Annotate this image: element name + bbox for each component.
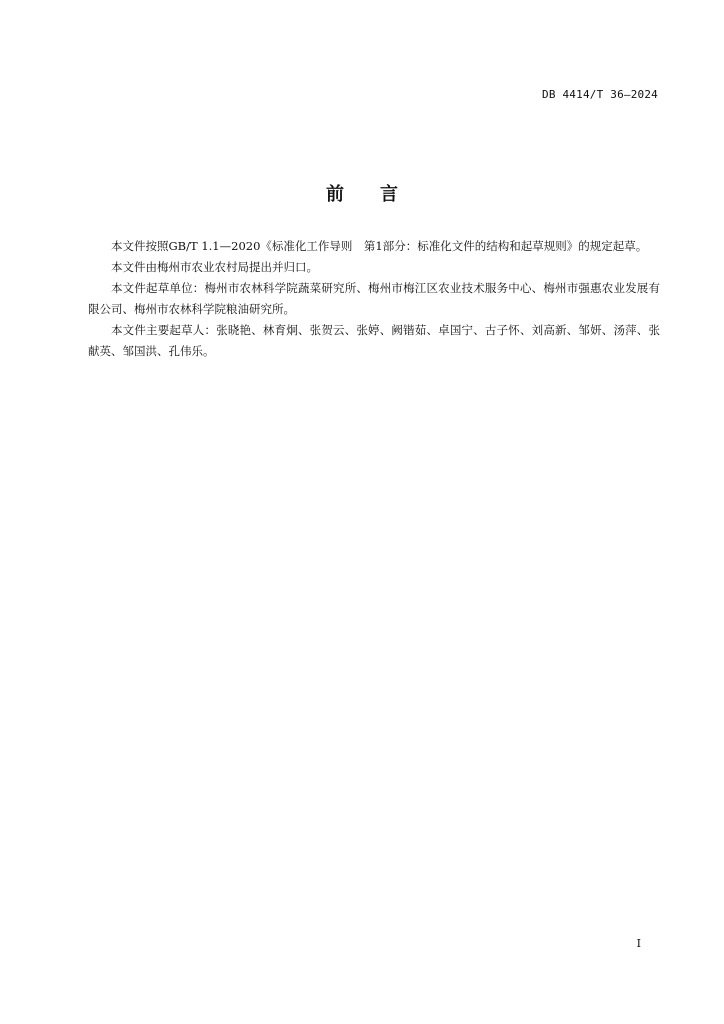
foreword-body [88,236,660,362]
paragraph-drafting-rules: 本文件按照GB/T 1.1—2020《标准化工作导则 第1部分：标准化文件的结构和起草规则》的规定起草。 [111,239,648,253]
page-number: I [636,937,641,950]
paragraph-drafting-units: 本文件起草单位：梅州市农林科学院蔬菜研究所、梅州市梅江区农业技术服务中心、梅州市强惠农业发展有限公司、梅州市农林科学院粮油研究所。 [88,281,660,316]
page-title: 前言 [326,184,434,205]
paragraph-drafters: 本文件主要起草人：张晓艳、林育炯、张贺云、张婷、阙锴茹、卓国宁、古子怀、刘高新、邹妍、汤萍、张献英、邹国洪、孔伟乐。 [88,323,660,358]
paragraph-proposer: 本文件由梅州市农业农村局提出并归口。 [111,260,318,274]
document-code: DB 4414/T 36—2024 [542,88,658,101]
